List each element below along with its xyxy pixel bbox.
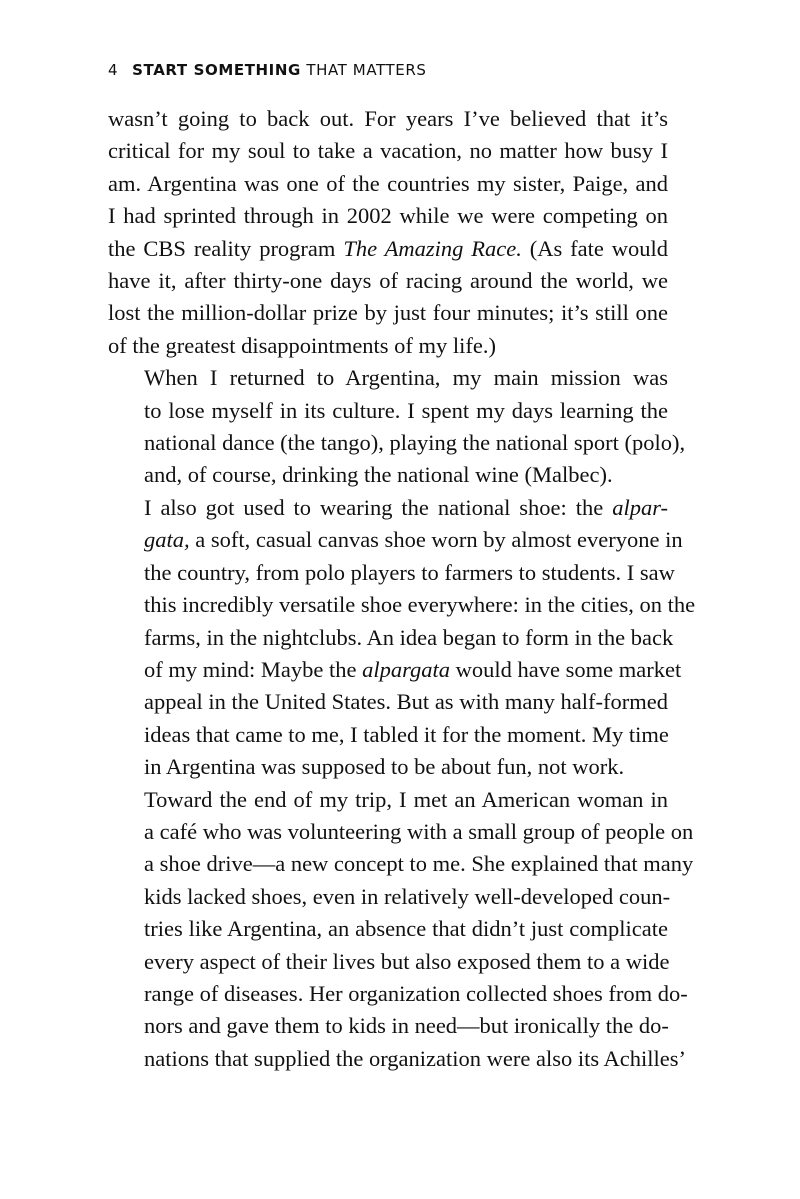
text-run: every aspect of their lives but also exposed them to a wide [144, 948, 670, 974]
text-line [108, 751, 668, 783]
text-line [108, 913, 668, 945]
text-run: When I returned to Argentina, my main mission was [144, 365, 668, 391]
text-line [108, 524, 683, 556]
text-run: the CBS reality program [108, 235, 344, 261]
text-run: Toward the end of my trip, I met an American woman in [144, 786, 668, 812]
running-head-title-bold: START SOMETHING [132, 61, 301, 79]
text-line [108, 881, 671, 913]
text-line [108, 297, 668, 329]
text-run: (As fate would [521, 235, 669, 261]
paragraph [108, 103, 668, 362]
text-line [108, 330, 668, 362]
text-line [108, 265, 668, 297]
text-run: tries like Argentina, an absence that didn’t just complicate [144, 916, 668, 942]
text-line [108, 492, 668, 524]
text-line [108, 557, 675, 589]
text-run: in Argentina was supposed to be about fun, not work. [144, 754, 625, 780]
italic-text: The Amazing Race. [343, 235, 522, 261]
text-run: to lose myself in its culture. I spent my days learning the [144, 397, 668, 423]
text-run: appeal in the United States. But as with many half-formed [144, 689, 668, 715]
text-run: wasn’t going to back out. For years I’ve believed that it’s [108, 106, 668, 131]
text-run: a shoe drive—a new concept to me. She explained that many [144, 851, 694, 877]
text-line [108, 135, 668, 167]
body-text [108, 103, 696, 1075]
text-run: nations that supplied the organization were also its Achilles’ [144, 1045, 686, 1071]
running-head [108, 61, 427, 79]
text-run: have it, after thirty-one days of racing around the world, we [108, 268, 668, 294]
paragraph [108, 362, 686, 492]
page-number: 4 [108, 61, 119, 79]
text-line [108, 816, 694, 848]
text-line [108, 168, 668, 200]
text-line [108, 200, 668, 232]
text-line [108, 233, 668, 265]
text-run: farms, in the nightclubs. An idea began to form in the back [144, 624, 674, 650]
text-run: the country, from polo players to farmers to students. I saw [144, 559, 675, 585]
text-line [108, 362, 668, 394]
text-line [108, 427, 686, 459]
text-run: a café who was volunteering with a small group of people on [144, 818, 694, 844]
paragraph [108, 492, 696, 784]
text-line [108, 978, 688, 1010]
text-run: range of diseases. Her organization collected shoes from do- [144, 980, 688, 1006]
running-head-title: THAT MATTERS [306, 61, 427, 79]
text-line [108, 395, 668, 427]
text-run: would have some market [450, 656, 682, 682]
paragraph [108, 784, 694, 1076]
text-run: I had sprinted through in 2002 while we were competing on [108, 203, 668, 229]
text-run: national dance (the tango), playing the national sport (polo), [144, 430, 686, 456]
text-line [108, 622, 674, 654]
text-run: a soft, casual canvas shoe worn by almost everyone in [189, 527, 683, 553]
text-line [108, 848, 694, 880]
text-line [108, 103, 668, 135]
text-run: of the greatest disappointments of my life.) [108, 332, 497, 358]
text-run: kids lacked shoes, even in relatively well-developed coun- [144, 883, 671, 909]
text-line [108, 589, 696, 621]
text-line [108, 1043, 686, 1075]
text-run: I also got used to wearing the national shoe: the [144, 494, 613, 520]
text-run: am. Argentina was one of the countries my sister, Paige, and [108, 170, 668, 196]
text-line [108, 1010, 668, 1042]
text-run: and, of course, drinking the national wine (Malbec). [144, 462, 613, 488]
text-line [108, 946, 668, 978]
text-run: lost the million-dollar prize by just four minutes; it’s still one [108, 300, 668, 326]
text-line [108, 719, 668, 751]
text-line [108, 459, 668, 491]
text-run: this incredibly versatile shoe everywhere: in the cities, on the [144, 592, 696, 618]
text-run: nors and gave them to kids in need—but ironically the do- [144, 1013, 669, 1039]
text-run: of my mind: Maybe the [144, 656, 363, 682]
text-run: ideas that came to me, I tabled it for the moment. My time [144, 721, 669, 747]
italic-text: alpargata [362, 656, 451, 682]
italic-text: alpar- [612, 494, 668, 520]
text-run: critical for my soul to take a vacation, no matter how busy I [108, 138, 668, 164]
text-line [108, 686, 668, 718]
text-line [108, 784, 668, 816]
text-line [108, 654, 682, 686]
italic-text: gata, [144, 527, 190, 553]
